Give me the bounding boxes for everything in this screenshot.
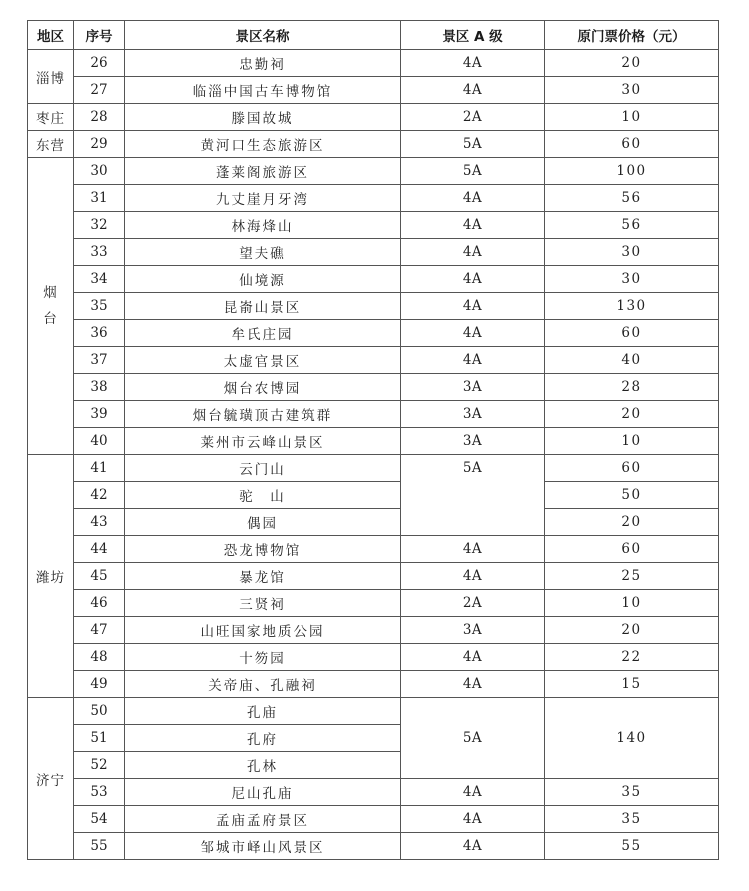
ticket-price: 10 — [545, 428, 719, 455]
scenic-name: 临淄中国古车博物馆 — [125, 77, 401, 104]
scenic-name: 莱州市云峰山景区 — [125, 428, 401, 455]
table-row — [28, 509, 719, 536]
a-grade: 4A — [401, 293, 545, 320]
region-cell-jining: 济宁 — [28, 698, 74, 860]
table-row — [28, 644, 719, 671]
a-grade: 4A — [401, 320, 545, 347]
scenic-name: 云门山 — [125, 455, 401, 482]
ticket-price: 22 — [545, 644, 719, 671]
row-number: 28 — [74, 104, 125, 131]
table-row — [28, 617, 719, 644]
a-grade: 4A — [401, 671, 545, 698]
scenic-name: 烟台农博园 — [125, 374, 401, 401]
row-number: 38 — [74, 374, 125, 401]
row-number: 55 — [74, 833, 125, 860]
header-a-grade: 景区 A 级 — [401, 21, 545, 50]
table-row — [28, 347, 719, 374]
ticket-price: 130 — [545, 293, 719, 320]
ticket-price: 30 — [545, 77, 719, 104]
row-number: 27 — [74, 77, 125, 104]
table-row — [28, 293, 719, 320]
ticket-price: 35 — [545, 806, 719, 833]
table-row — [28, 590, 719, 617]
header-serial-number: 序号 — [74, 21, 125, 50]
ticket-price: 100 — [545, 158, 719, 185]
region-cell-yantai — [28, 158, 74, 455]
table-row — [28, 77, 719, 104]
table-row — [28, 455, 719, 482]
ticket-price: 60 — [545, 455, 719, 482]
table-row — [28, 320, 719, 347]
row-number: 34 — [74, 266, 125, 293]
row-number: 39 — [74, 401, 125, 428]
scenic-name: 仙境源 — [125, 266, 401, 293]
row-number: 41 — [74, 455, 125, 482]
row-number: 54 — [74, 806, 125, 833]
table-row — [28, 50, 719, 77]
a-grade: 2A — [401, 104, 545, 131]
ticket-price: 20 — [545, 401, 719, 428]
row-number: 36 — [74, 320, 125, 347]
row-number: 46 — [74, 590, 125, 617]
ticket-price: 20 — [545, 509, 719, 536]
row-number: 33 — [74, 239, 125, 266]
scenic-name: 关帝庙、孔融祠 — [125, 671, 401, 698]
a-grade: 3A — [401, 428, 545, 455]
table-row — [28, 563, 719, 590]
scenic-name: 孔林 — [125, 752, 401, 779]
region-char: 烟 — [43, 285, 58, 301]
scenic-name: 太虚官景区 — [125, 347, 401, 374]
ticket-price: 60 — [545, 320, 719, 347]
table-row — [28, 374, 719, 401]
region-char: 台 — [43, 311, 58, 327]
row-number: 45 — [74, 563, 125, 590]
a-grade: 5A — [401, 131, 545, 158]
ticket-price: 50 — [545, 482, 719, 509]
ticket-price: 56 — [545, 212, 719, 239]
a-grade: 4A — [401, 779, 545, 806]
a-grade: 4A — [401, 77, 545, 104]
a-grade-merged: 5A — [401, 698, 545, 779]
ticket-price: 60 — [545, 131, 719, 158]
scenic-name: 烟台毓璜顶古建筑群 — [125, 401, 401, 428]
row-number: 53 — [74, 779, 125, 806]
a-grade: 3A — [401, 374, 545, 401]
ticket-price: 30 — [545, 239, 719, 266]
row-number: 42 — [74, 482, 125, 509]
table-row — [28, 482, 719, 509]
row-number: 32 — [74, 212, 125, 239]
ticket-price: 10 — [545, 590, 719, 617]
table-row — [28, 806, 719, 833]
table-row — [28, 131, 719, 158]
a-grade: 4A — [401, 212, 545, 239]
a-grade: 5A — [401, 455, 545, 536]
scenic-name: 蓬莱阁旅游区 — [125, 158, 401, 185]
scenic-name: 邹城市峄山风景区 — [125, 833, 401, 860]
a-grade: 4A — [401, 563, 545, 590]
ticket-price: 25 — [545, 563, 719, 590]
table-row — [28, 401, 719, 428]
a-grade: 3A — [401, 617, 545, 644]
ticket-price: 28 — [545, 374, 719, 401]
table-row — [28, 428, 719, 455]
table-row — [28, 779, 719, 806]
a-grade: 4A — [401, 806, 545, 833]
scenic-name: 滕国故城 — [125, 104, 401, 131]
ticket-price-merged: 140 — [545, 698, 719, 779]
row-number: 52 — [74, 752, 125, 779]
ticket-price: 40 — [545, 347, 719, 374]
a-grade: 4A — [401, 833, 545, 860]
scenic-name: 驼 山 — [125, 482, 401, 509]
table-row — [28, 212, 719, 239]
ticket-price: 35 — [545, 779, 719, 806]
scenic-name: 十笏园 — [125, 644, 401, 671]
scenic-name: 孔庙 — [125, 698, 401, 725]
scenic-name: 孔府 — [125, 725, 401, 752]
ticket-price: 15 — [545, 671, 719, 698]
row-number: 50 — [74, 698, 125, 725]
table-row — [28, 833, 719, 860]
scenic-name: 三贤祠 — [125, 590, 401, 617]
row-number: 31 — [74, 185, 125, 212]
table-row — [28, 185, 719, 212]
row-number: 51 — [74, 725, 125, 752]
scenic-name: 黄河口生态旅游区 — [125, 131, 401, 158]
table-row — [28, 698, 719, 725]
ticket-price: 56 — [545, 185, 719, 212]
row-number: 44 — [74, 536, 125, 563]
ticket-price: 30 — [545, 266, 719, 293]
scenic-name: 忠勤祠 — [125, 50, 401, 77]
table-row — [28, 158, 719, 185]
row-number: 35 — [74, 293, 125, 320]
a-grade: 4A — [401, 185, 545, 212]
scenic-ticket-price-table — [27, 20, 719, 860]
region-cell-weifang: 潍坊 — [28, 455, 74, 698]
scenic-name: 恐龙博物馆 — [125, 536, 401, 563]
region-cell-dongying: 东营 — [28, 131, 74, 158]
scenic-name: 牟氏庄园 — [125, 320, 401, 347]
scenic-name: 林海烽山 — [125, 212, 401, 239]
table-row — [28, 104, 719, 131]
row-number: 30 — [74, 158, 125, 185]
scenic-name: 望夫礁 — [125, 239, 401, 266]
row-number: 43 — [74, 509, 125, 536]
row-number: 29 — [74, 131, 125, 158]
header-scenic-name: 景区名称 — [125, 21, 401, 50]
scenic-name: 尼山孔庙 — [125, 779, 401, 806]
ticket-price: 10 — [545, 104, 719, 131]
a-grade: 4A — [401, 644, 545, 671]
region-cell-zaozhuang: 枣庄 — [28, 104, 74, 131]
row-number: 37 — [74, 347, 125, 374]
ticket-price: 20 — [545, 50, 719, 77]
scenic-name: 九丈崖月牙湾 — [125, 185, 401, 212]
table-row — [28, 536, 719, 563]
scenic-name: 昆嵛山景区 — [125, 293, 401, 320]
scenic-name: 孟庙孟府景区 — [125, 806, 401, 833]
table-row — [28, 671, 719, 698]
scenic-name: 山旺国家地质公园 — [125, 617, 401, 644]
table-row — [28, 266, 719, 293]
a-grade: 2A — [401, 590, 545, 617]
row-number: 48 — [74, 644, 125, 671]
a-grade: 4A — [401, 266, 545, 293]
ticket-price: 55 — [545, 833, 719, 860]
region-cell-zibo: 淄博 — [28, 50, 74, 104]
table-header-row — [28, 21, 719, 50]
header-original-price: 原门票价格（元） — [545, 21, 719, 50]
a-grade: 4A — [401, 50, 545, 77]
header-region: 地区 — [28, 21, 74, 50]
a-grade: 3A — [401, 401, 545, 428]
a-grade: 5A — [401, 158, 545, 185]
row-number: 49 — [74, 671, 125, 698]
ticket-price: 60 — [545, 536, 719, 563]
scenic-name: 暴龙馆 — [125, 563, 401, 590]
table-row — [28, 239, 719, 266]
a-grade: 4A — [401, 239, 545, 266]
scenic-name: 偶园 — [125, 509, 401, 536]
ticket-price: 20 — [545, 617, 719, 644]
a-grade: 4A — [401, 347, 545, 374]
row-number: 40 — [74, 428, 125, 455]
row-number: 26 — [74, 50, 125, 77]
row-number: 47 — [74, 617, 125, 644]
a-grade: 4A — [401, 536, 545, 563]
